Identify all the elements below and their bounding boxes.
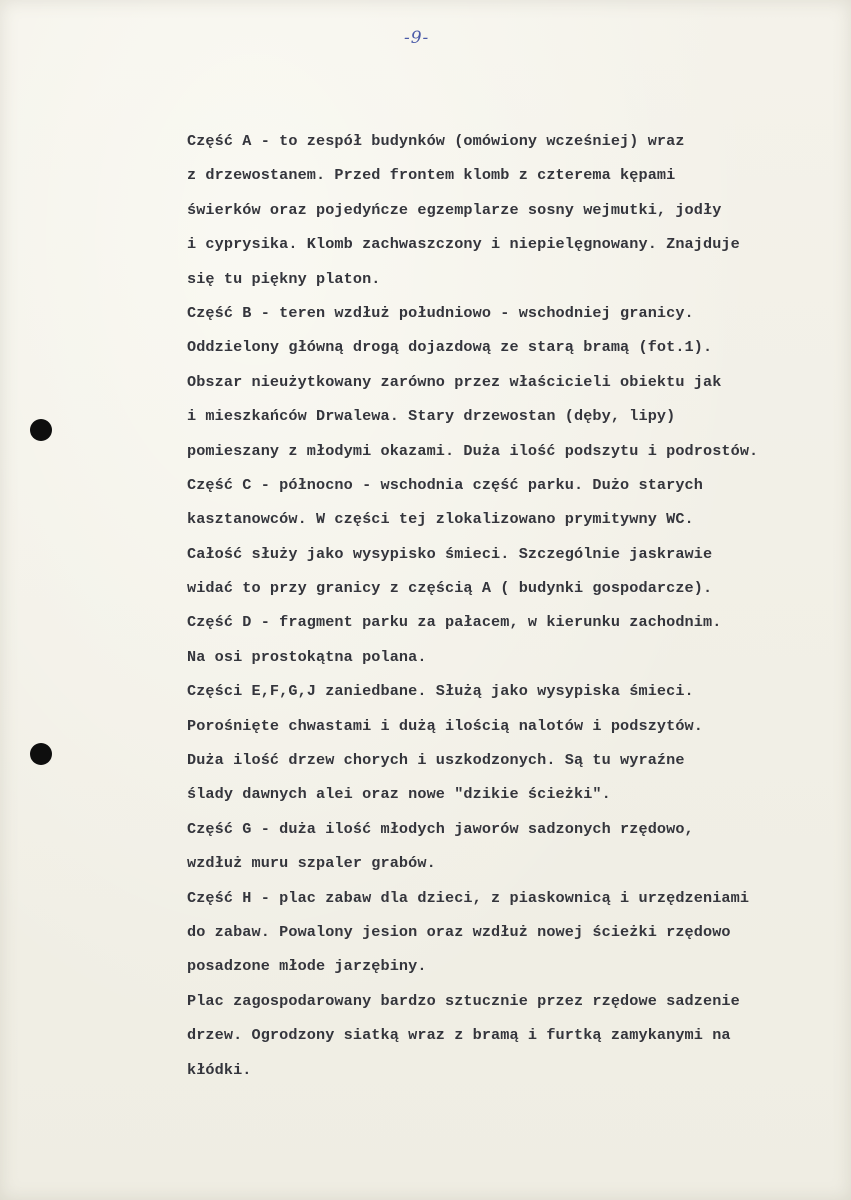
text-line: Plac zagospodarowany bardzo sztucznie przez rzędowe sadzenie xyxy=(187,991,740,1010)
text-line: się tu piękny platon. xyxy=(187,269,381,288)
text-line: Część G - duża ilość młodych jaworów sadzonych rzędowo, xyxy=(187,819,694,838)
page-number: -9- xyxy=(404,28,430,48)
text-line: ślady dawnych alei oraz nowe "dzikie ścieżki". xyxy=(187,785,611,804)
text-line: pomieszany z młodymi okazami. Duża ilość podszytu i podrostów. xyxy=(187,441,759,460)
text-line: kłódki. xyxy=(187,1060,252,1079)
text-line: do zabaw. Powalony jesion oraz wzdłuż nowej ścieżki rzędowo xyxy=(187,922,731,941)
text-line: świerków oraz pojedyńcze egzemplarze sosny wejmutki, jodły xyxy=(187,200,722,219)
text-line: Część D - fragment parku za pałacem, w kierunku zachodnim. xyxy=(187,613,722,632)
text-line: Całość służy jako wysypisko śmieci. Szczególnie jaskrawie xyxy=(187,544,713,563)
text-line: kasztanowców. W części tej zlokalizowano prymitywny WC. xyxy=(187,510,694,529)
text-line: Na osi prostokątna polana. xyxy=(187,647,427,666)
text-line: Część B - teren wzdłuż południowo - wschodniej granicy. xyxy=(187,303,694,322)
text-line: i mieszkańców Drwalewa. Stary drzewostan (dęby, lipy) xyxy=(187,407,676,426)
text-line: drzew. Ogrodzony siatką wraz z bramą i furtką zamykanymi na xyxy=(187,1026,731,1045)
text-line: Część A - to zespół budynków (omówiony wcześniej) wraz xyxy=(187,132,685,150)
punch-hole xyxy=(30,743,52,765)
text-line: posadzone młode jarzębiny. xyxy=(187,957,427,976)
text-line: z drzewostanem. Przed frontem klomb z czterema kępami xyxy=(187,166,676,185)
text-line: Części E,F,G,J zaniedbane. Służą jako wysypiska śmieci. xyxy=(187,682,694,701)
text-line: Oddzielony główną drogą dojazdową ze starą bramą (fot.1). xyxy=(187,338,713,357)
text-line: widać to przy granicy z częścią A ( budynki gospodarcze). xyxy=(187,579,713,598)
text-line: Część C - północno - wschodnia część parku. Dużo starych xyxy=(187,475,703,494)
text-line: Obszar nieużytkowany zarówno przez właścicieli obiektu jak xyxy=(187,372,722,391)
typewritten-text xyxy=(187,124,837,1087)
punch-hole xyxy=(30,419,52,441)
text-line: Część H - plac zabaw dla dzieci, z piaskownicą i urzędzeniami xyxy=(187,888,750,907)
text-line: wzdłuż muru szpaler grabów. xyxy=(187,854,436,873)
text-line: Duża ilość drzew chorych i uszkodzonych. Są tu wyraźne xyxy=(187,751,685,770)
text-line: Porośnięte chwastami i dużą ilością nalotów i podszytów. xyxy=(187,716,703,735)
text-line: i cyprysika. Klomb zachwaszczony i niepielęgnowany. Znajduje xyxy=(187,235,740,254)
